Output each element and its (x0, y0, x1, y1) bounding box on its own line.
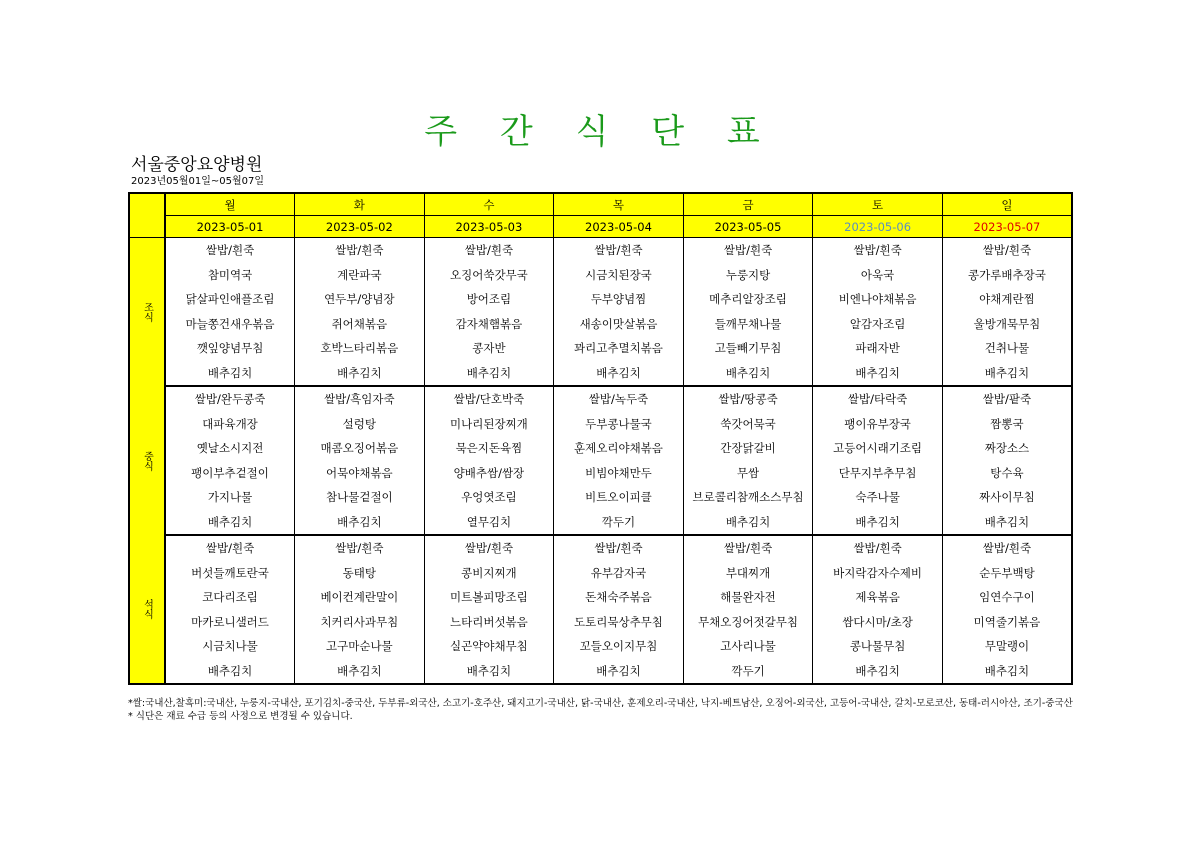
menu-cell: 배추김치 (942, 510, 1072, 536)
menu-cell: 호박느타리볶음 (295, 336, 425, 361)
menu-cell: 콩가루배추장국 (942, 263, 1072, 288)
menu-cell: 고등어시래기조림 (813, 436, 943, 461)
menu-row (129, 535, 1072, 561)
menu-cell: 배추김치 (295, 510, 425, 536)
menu-cell: 돈채숙주볶음 (554, 585, 684, 610)
menu-cell: 배추김치 (813, 361, 943, 387)
menu-cell: 건취나물 (942, 336, 1072, 361)
menu-cell: 비트오이피클 (554, 485, 684, 510)
menu-cell: 치커리사과무침 (295, 610, 425, 635)
menu-cell: 닭살파인애플조림 (165, 287, 295, 312)
menu-cell: 배추김치 (683, 510, 813, 536)
change-note: * 식단은 재료 수급 등의 사정으로 변경될 수 있습니다. (128, 711, 353, 722)
menu-cell: 열무김치 (424, 510, 554, 536)
menu-cell: 배추김치 (165, 659, 295, 685)
day-header: 일 (942, 193, 1072, 216)
day-header: 금 (683, 193, 813, 216)
menu-cell: 훈제오리야채볶음 (554, 436, 684, 461)
menu-cell: 비빔야채만두 (554, 461, 684, 486)
menu-cell: 배추김치 (554, 659, 684, 685)
menu-cell: 쌀밥/타락죽 (813, 386, 943, 412)
menu-cell: 쌀밥/흰죽 (424, 535, 554, 561)
menu-cell: 무채오징어젓갈무침 (683, 610, 813, 635)
meal-label: 석식 (129, 535, 165, 684)
menu-cell: 쌀밥/흰죽 (295, 238, 425, 263)
day-header: 토 (813, 193, 943, 216)
day-header: 목 (554, 193, 684, 216)
menu-cell: 우엉엿조림 (424, 485, 554, 510)
menu-cell: 무말랭이 (942, 634, 1072, 659)
menu-cell: 탕수육 (942, 461, 1072, 486)
date-header: 2023-05-01 (165, 216, 295, 238)
menu-cell: 참나물겉절이 (295, 485, 425, 510)
menu-cell: 대파육개장 (165, 412, 295, 437)
meal-label: 중식 (129, 386, 165, 535)
menu-cell: 쥐어채볶음 (295, 312, 425, 337)
header-corner (129, 193, 165, 238)
menu-row (129, 659, 1072, 685)
menu-cell: 쌀밥/흑임자죽 (295, 386, 425, 412)
menu-cell: 울방개묵무침 (942, 312, 1072, 337)
menu-cell: 꼬들오이지무침 (554, 634, 684, 659)
menu-cell: 실곤약야채무침 (424, 634, 554, 659)
menu-cell: 묵은지돈육찜 (424, 436, 554, 461)
menu-cell: 쌀밥/흰죽 (424, 238, 554, 263)
meal-label: 조식 (129, 238, 165, 387)
menu-cell: 바지락감자수제비 (813, 561, 943, 586)
menu-row (129, 386, 1072, 412)
menu-cell: 깍두기 (554, 510, 684, 536)
origin-note: *쌀:국내산,찰흑미:국내산, 누룽지-국내산, 포기김치-중국산, 두부류-외국산, 소고기-호주산, 돼지고기-국내산, 닭-국내산, 훈제오리-국내산, 낙지-베트남산, 오징어-외국산, 고등어-국내산, 갈치-모로코산, 동태-러시아산, 조기-중국산 (128, 698, 1073, 709)
menu-cell: 짜사이무침 (942, 485, 1072, 510)
menu-cell: 임연수구이 (942, 585, 1072, 610)
menu-row (129, 412, 1072, 437)
date-header: 2023-05-05 (683, 216, 813, 238)
menu-cell: 가지나물 (165, 485, 295, 510)
menu-cell: 고들빼기무침 (683, 336, 813, 361)
menu-cell: 고구마순나물 (295, 634, 425, 659)
menu-cell: 콩나물무침 (813, 634, 943, 659)
menu-cell: 쌀밥/흰죽 (813, 535, 943, 561)
menu-cell: 방어조림 (424, 287, 554, 312)
menu-cell: 브로콜리참깨소스무침 (683, 485, 813, 510)
menu-cell: 시금치나물 (165, 634, 295, 659)
menu-cell: 배추김치 (295, 659, 425, 685)
menu-cell: 두부양념찜 (554, 287, 684, 312)
menu-cell: 팽이유부장국 (813, 412, 943, 437)
weekly-menu-table (128, 192, 1073, 685)
day-header: 수 (424, 193, 554, 216)
menu-cell: 참미역국 (165, 263, 295, 288)
menu-cell: 짬뽕국 (942, 412, 1072, 437)
menu-cell: 짜장소스 (942, 436, 1072, 461)
menu-cell: 배추김치 (813, 510, 943, 536)
menu-cell: 코다리조림 (165, 585, 295, 610)
menu-cell: 배추김치 (683, 361, 813, 387)
menu-cell: 느타리버섯볶음 (424, 610, 554, 635)
menu-cell: 파래자반 (813, 336, 943, 361)
menu-row (129, 287, 1072, 312)
menu-period: 2023년05월01일~05월07일 (131, 176, 265, 187)
menu-cell: 쌀밥/흰죽 (683, 238, 813, 263)
menu-cell: 비엔나야채볶음 (813, 287, 943, 312)
menu-cell: 쌀밥/흰죽 (554, 238, 684, 263)
menu-row (129, 336, 1072, 361)
menu-cell: 오징어쑥갓무국 (424, 263, 554, 288)
menu-cell: 쌀밥/땅콩죽 (683, 386, 813, 412)
date-header: 2023-05-06 (813, 216, 943, 238)
menu-cell: 해물완자전 (683, 585, 813, 610)
menu-cell: 베이컨계란말이 (295, 585, 425, 610)
menu-row (129, 510, 1072, 536)
menu-cell: 쌀밥/흰죽 (683, 535, 813, 561)
menu-cell: 연두부/양념장 (295, 287, 425, 312)
menu-cell: 배추김치 (295, 361, 425, 387)
menu-cell: 옛날소시지전 (165, 436, 295, 461)
menu-cell: 알감자조림 (813, 312, 943, 337)
menu-cell: 미역줄기볶음 (942, 610, 1072, 635)
menu-row (129, 561, 1072, 586)
menu-cell: 배추김치 (813, 659, 943, 685)
menu-row (129, 585, 1072, 610)
menu-cell: 쌀밥/흰죽 (165, 238, 295, 263)
menu-cell: 유부감자국 (554, 561, 684, 586)
menu-cell: 숙주나물 (813, 485, 943, 510)
menu-cell: 고사리나물 (683, 634, 813, 659)
day-header: 월 (165, 193, 295, 216)
menu-cell: 마늘쫑건새우볶음 (165, 312, 295, 337)
menu-cell: 쌀밥/흰죽 (813, 238, 943, 263)
menu-cell: 아욱국 (813, 263, 943, 288)
menu-cell: 부대찌개 (683, 561, 813, 586)
menu-cell: 쌀밥/흰죽 (165, 535, 295, 561)
date-header: 2023-05-02 (295, 216, 425, 238)
menu-cell: 버섯들깨토란국 (165, 561, 295, 586)
menu-cell: 깍두기 (683, 659, 813, 685)
menu-cell: 팽이부추겉절이 (165, 461, 295, 486)
menu-row (129, 461, 1072, 486)
menu-row (129, 312, 1072, 337)
menu-cell: 두부콩나물국 (554, 412, 684, 437)
menu-cell: 콩비지찌개 (424, 561, 554, 586)
menu-cell: 시금치된장국 (554, 263, 684, 288)
menu-cell: 무쌈 (683, 461, 813, 486)
menu-cell: 배추김치 (942, 361, 1072, 387)
menu-cell: 미나리된장찌개 (424, 412, 554, 437)
menu-cell: 야채계란찜 (942, 287, 1072, 312)
menu-cell: 단무지부추무침 (813, 461, 943, 486)
menu-row (129, 238, 1072, 263)
menu-row (129, 485, 1072, 510)
menu-cell: 쌀밥/흰죽 (295, 535, 425, 561)
menu-cell: 쌈다시마/초장 (813, 610, 943, 635)
menu-row (129, 263, 1072, 288)
menu-cell: 마카로니샐러드 (165, 610, 295, 635)
menu-cell: 새송이맛살볶음 (554, 312, 684, 337)
menu-cell: 배추김치 (165, 361, 295, 387)
menu-cell: 쑥갓어묵국 (683, 412, 813, 437)
menu-cell: 꽈리고추멸치볶음 (554, 336, 684, 361)
date-header: 2023-05-03 (424, 216, 554, 238)
menu-cell: 쌀밥/흰죽 (942, 238, 1072, 263)
menu-row (129, 436, 1072, 461)
menu-cell: 순두부백탕 (942, 561, 1072, 586)
date-header: 2023-05-04 (554, 216, 684, 238)
menu-cell: 쌀밥/완두콩죽 (165, 386, 295, 412)
menu-cell: 감자채햄볶음 (424, 312, 554, 337)
menu-cell: 동태탕 (295, 561, 425, 586)
menu-row (129, 361, 1072, 387)
menu-cell: 누룽지탕 (683, 263, 813, 288)
menu-cell: 쌀밥/단호박죽 (424, 386, 554, 412)
date-header: 2023-05-07 (942, 216, 1072, 238)
menu-cell: 미트볼피망조림 (424, 585, 554, 610)
menu-cell: 배추김치 (424, 361, 554, 387)
menu-cell: 배추김치 (554, 361, 684, 387)
menu-cell: 양배추쌈/쌈장 (424, 461, 554, 486)
menu-cell: 쌀밥/녹두죽 (554, 386, 684, 412)
menu-cell: 제육볶음 (813, 585, 943, 610)
menu-cell: 들깨무채나물 (683, 312, 813, 337)
menu-cell: 매콤오징어볶음 (295, 436, 425, 461)
page-title: 주 간 식 단 표 (424, 112, 776, 152)
menu-row (129, 634, 1072, 659)
menu-cell: 쌀밥/흰죽 (554, 535, 684, 561)
menu-cell: 간장닭갈비 (683, 436, 813, 461)
menu-cell: 메추리알장조림 (683, 287, 813, 312)
menu-cell: 콩자반 (424, 336, 554, 361)
menu-cell: 어묵야채볶음 (295, 461, 425, 486)
menu-cell: 도토리묵상추무침 (554, 610, 684, 635)
day-header: 화 (295, 193, 425, 216)
organization-name: 서울중앙요양병원 (131, 155, 263, 175)
menu-cell: 배추김치 (942, 659, 1072, 685)
menu-row (129, 610, 1072, 635)
menu-cell: 배추김치 (165, 510, 295, 536)
menu-cell: 배추김치 (424, 659, 554, 685)
menu-cell: 쌀밥/팥죽 (942, 386, 1072, 412)
menu-cell: 계란파국 (295, 263, 425, 288)
menu-cell: 쌀밥/흰죽 (942, 535, 1072, 561)
menu-cell: 설렁탕 (295, 412, 425, 437)
notes (128, 697, 1073, 723)
menu-cell: 깻잎양념무침 (165, 336, 295, 361)
